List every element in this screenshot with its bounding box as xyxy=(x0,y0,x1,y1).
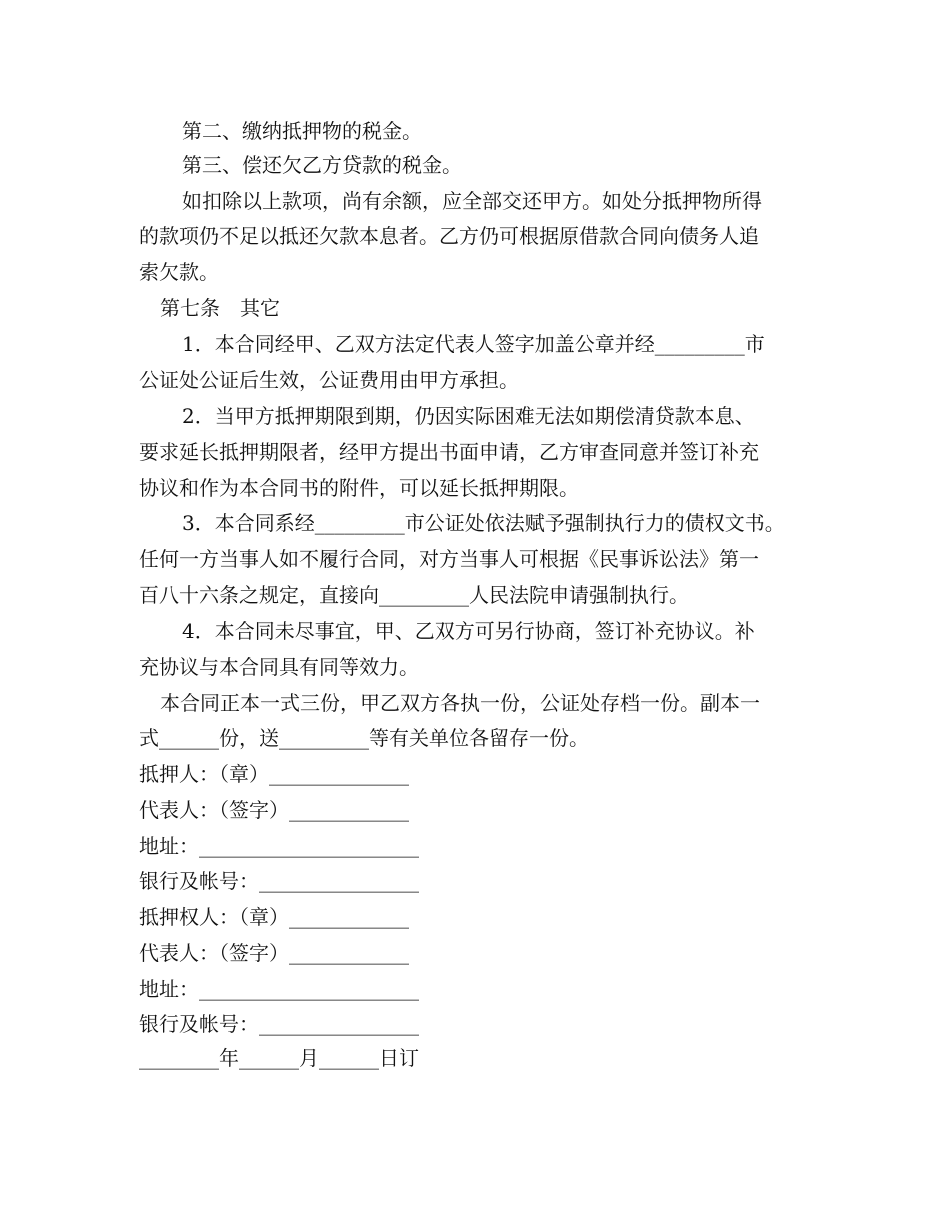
signature-field: 地址：______________________ xyxy=(139,834,419,858)
text-line: 百八十六条之规定，直接向_________人民法院申请强制执行。 xyxy=(139,583,689,607)
text-line: 要求延长抵押期限者，经甲方提出书面申请，乙方审查同意并签订补充 xyxy=(139,440,759,464)
text-line: 索欠款。 xyxy=(139,260,219,284)
text-line: 1．本合同经甲、乙双方法定代表人签字加盖公章并经_________市 xyxy=(182,332,765,356)
text-line: 如扣除以上款项，尚有余额，应全部交还甲方。如处分抵押物所得 xyxy=(182,189,762,213)
text-line: 第三、偿还欠乙方贷款的税金。 xyxy=(182,153,462,177)
text-line: 公证处公证后生效，公证费用由甲方承担。 xyxy=(139,368,519,392)
signature-field: 银行及帐号：________________ xyxy=(139,1012,419,1036)
text-line: 4．本合同未尽事宜，甲、乙双方可另行协商，签订补充协议。补 xyxy=(182,619,755,643)
signature-field: 银行及帐号：________________ xyxy=(139,869,419,893)
text-line: 的款项仍不足以抵还欠款本息者。乙方仍可根据原借款合同向债务人追 xyxy=(139,224,759,248)
text-line: 2．当甲方抵押期限到期，仍因实际困难无法如期偿清贷款本息、 xyxy=(182,404,755,428)
section-heading: 第七条 其它 xyxy=(160,296,280,320)
signature-field: 抵押人：（章）______________ xyxy=(139,762,409,786)
text-line: 任何一方当事人如不履行合同，对方当事人可根据《民事诉讼法》第一 xyxy=(139,547,759,571)
text-line: 充协议与本合同具有同等效力。 xyxy=(139,655,419,679)
text-line: 协议和作为本合同书的附件，可以延长抵押期限。 xyxy=(139,476,579,500)
text-line: 本合同正本一式三份，甲乙双方各执一份，公证处存档一份。副本一 xyxy=(160,691,760,715)
signature-field: 抵押权人：（章）____________ xyxy=(139,905,409,929)
text-line: 3．本合同系经_________市公证处依法赋予强制执行力的债权文书。 xyxy=(182,511,785,535)
date-line: ________年______月______日订 xyxy=(139,1046,419,1070)
text-line: 式______份，送_________等有关单位各留存一份。 xyxy=(139,726,589,750)
text-line: 第二、缴纳抵押物的税金。 xyxy=(182,119,422,143)
signature-field: 代表人：（签字）____________ xyxy=(139,798,409,822)
signature-field: 代表人：（签字）____________ xyxy=(139,941,409,965)
signature-field: 地址：______________________ xyxy=(139,977,419,1001)
